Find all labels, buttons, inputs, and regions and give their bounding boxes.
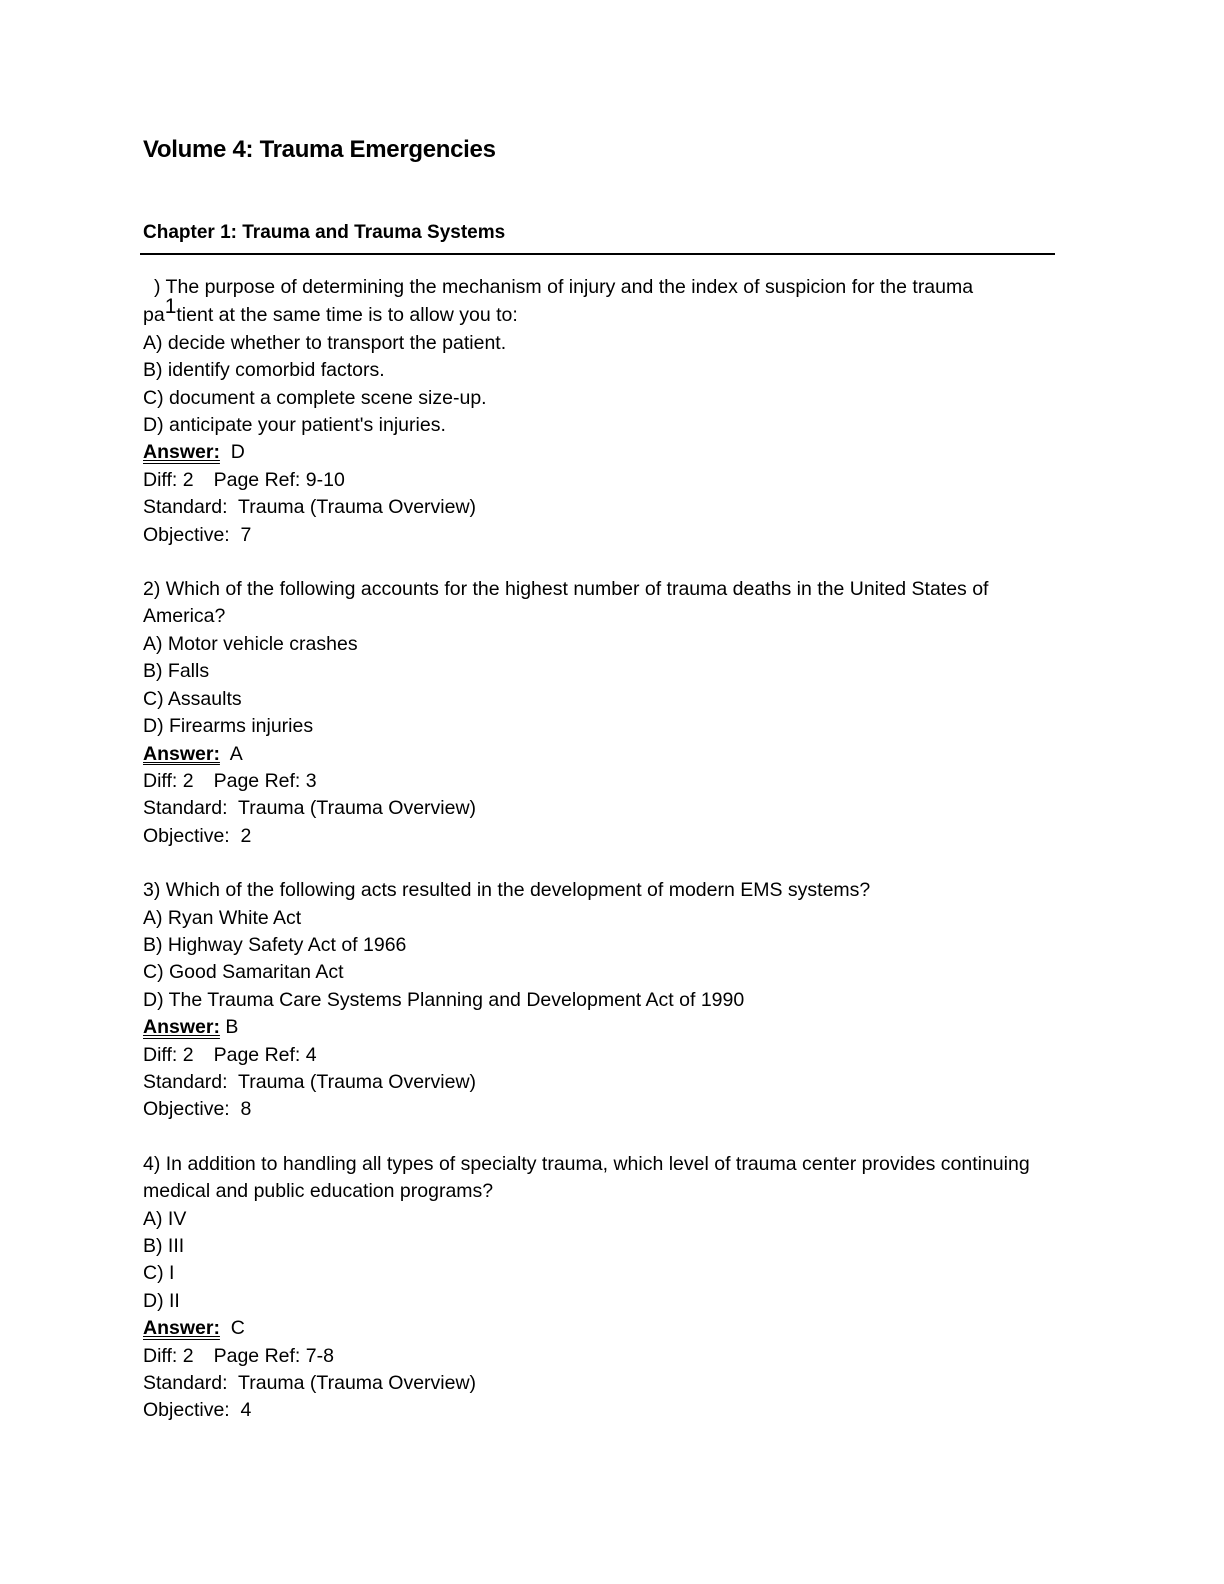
standard-value: Trauma (Trauma Overview): [238, 1372, 477, 1395]
standard-value: Trauma (Trauma Overview): [238, 496, 477, 519]
option-c: C) I: [143, 1262, 175, 1285]
volume-title: Volume 4: Trauma Emergencies: [143, 136, 496, 163]
question-number: 1: [164, 295, 177, 319]
page-ref-value: 3: [305, 769, 317, 792]
option-b: B) III: [143, 1235, 185, 1257]
question-stem: 3) Which of the following acts resulted in the development of modern EMS systems?: [143, 877, 1073, 904]
option-b: B) identify comorbid factors.: [143, 359, 385, 382]
standard-line: Standard: Trauma (Trauma Overview): [143, 797, 477, 820]
diff-value: 2: [182, 468, 194, 491]
diff-value: 2: [182, 1344, 194, 1367]
standard-line: Standard: Trauma (Trauma Overview): [143, 1372, 477, 1395]
question-4: [143, 1151, 1073, 1425]
question-list: [143, 274, 1073, 1452]
question-stem: 4) In addition to handling all types of specialty trauma, which level of trauma center provides continuing medical and public education programs?: [143, 1152, 1030, 1203]
answer-line: [143, 741, 1073, 768]
objective-value: 7: [240, 523, 252, 546]
objective-line: Objective: 7: [143, 523, 252, 546]
option-b: B) Highway Safety Act of 1966: [143, 933, 407, 956]
question-1: [143, 274, 1073, 549]
answer-label: Answer:: [143, 1317, 220, 1340]
option-c: C) document a complete scene size-up.: [143, 386, 487, 409]
option-d: D) II: [143, 1289, 180, 1312]
diff-value: 2: [182, 769, 194, 792]
chapter-divider: [140, 253, 1055, 255]
answer-value: C: [230, 1317, 245, 1340]
option-c: C) Good Samaritan Act: [143, 961, 344, 984]
option-d: D) The Trauma Care Systems Planning and Development Act of 1990: [143, 988, 745, 1011]
objective-value: 2: [240, 824, 252, 847]
answer-label: Answer:: [143, 1016, 220, 1039]
answer-line: [143, 439, 1073, 466]
answer-value: D: [230, 441, 245, 464]
diff-value: 2: [182, 1043, 194, 1066]
objective-line: Objective: 8: [143, 1098, 252, 1121]
chapter-title: Chapter 1: Trauma and Trauma Systems: [143, 222, 506, 243]
objective-line: Objective: 2: [143, 824, 252, 847]
objective-line: Objective: 4: [143, 1399, 252, 1422]
option-d: D) Firearms injuries: [143, 715, 314, 738]
option-a: A) decide whether to transport the patient.: [143, 331, 507, 354]
option-d: D) anticipate your patient's injuries.: [143, 414, 446, 437]
answer-value: B: [225, 1016, 239, 1039]
question-stem: 2) Which of the following accounts for the highest number of trauma deaths in the United States of America?: [143, 578, 989, 628]
diff-line: Diff: 2 Page Ref: 9-10: [143, 468, 345, 491]
diff-line: Diff: 2 Page Ref: 4: [143, 1043, 317, 1066]
page-ref-value: 9-10: [305, 468, 345, 491]
standard-line: Standard: Trauma (Trauma Overview): [143, 496, 477, 519]
standard-value: Trauma (Trauma Overview): [238, 797, 477, 820]
question-number: 3): [143, 879, 161, 902]
option-a: A) Ryan White Act: [143, 906, 302, 929]
page-ref-value: 7-8: [305, 1344, 334, 1367]
question-number: 2): [143, 578, 161, 601]
answer-line: [143, 1014, 1073, 1041]
answer-label: Answer:: [143, 441, 220, 464]
objective-value: 4: [240, 1399, 252, 1422]
diff-line: Diff: 2 Page Ref: 3: [143, 769, 317, 792]
standard-value: Trauma (Trauma Overview): [238, 1070, 477, 1093]
question-stem: ) The purpose of determining the mechanism of injury and the index of suspicion for the trauma: [154, 276, 974, 298]
diff-line: Diff: 2 Page Ref: 7-8: [143, 1344, 334, 1367]
page-ref-value: 4: [305, 1043, 317, 1066]
option-a: A) IV: [143, 1207, 187, 1230]
question-stem-continued: pa1tient at the same time is to allow you to:: [143, 295, 518, 327]
standard-line: Standard: Trauma (Trauma Overview): [143, 1070, 477, 1093]
question-2: [143, 576, 1073, 850]
answer-value: A: [229, 742, 243, 765]
question-number: 4): [143, 1152, 161, 1175]
answer-label: Answer:: [143, 742, 220, 765]
option-c: C) Assaults: [143, 687, 242, 710]
question-3: [143, 877, 1073, 1124]
option-b: B) Falls: [143, 660, 210, 683]
option-a: A) Motor vehicle crashes: [143, 632, 358, 655]
objective-value: 8: [240, 1098, 252, 1121]
answer-line: [143, 1315, 1073, 1342]
